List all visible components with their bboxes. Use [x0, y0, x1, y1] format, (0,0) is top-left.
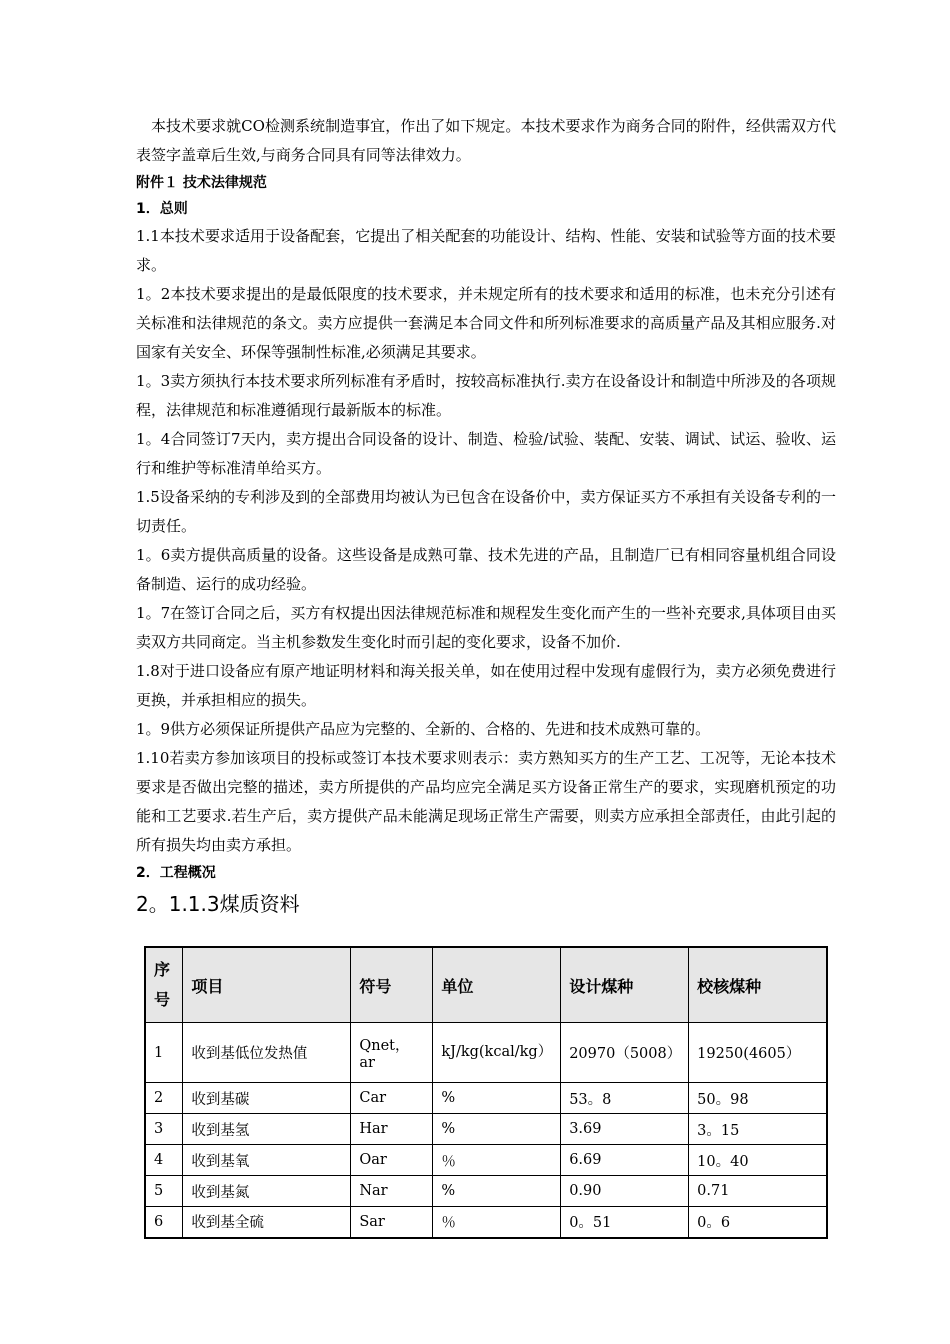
clause-1-8: 1.8对于进口设备应有原产地证明材料和海关报关单，如在使用过程中发现有虚假行为，卖方必须免费进行更换，并承担相应的损失。	[136, 662, 836, 709]
intro-paragraph: 本技术要求就CO检测系统制造事宜，作出了如下规定。本技术要求作为商务合同的附件，经供需双方代表签字盖章后生效,与商务合同具有同等法律效力。	[136, 117, 836, 164]
clause-1-5: 1.5设备采纳的专利涉及到的全部费用均被认为已包含在设备价中，卖方保证买方不承担有关设备专利的一切责任。	[136, 488, 836, 535]
cell-unit: ％	[433, 1145, 561, 1176]
cell-check: 3。15	[689, 1114, 827, 1145]
clause-1-7: 1。7在签订合同之后，买方有权提出因法律规范标准和规程发生变化而产生的一些补充要求,具体项目由买卖双方共同商定。当主机参数发生变化时而引起的变化要求，设备不加价.	[136, 604, 836, 651]
clause-1-6: 1。6卖方提供高质量的设备。这些设备是成熟可靠、技术先进的产品，且制造厂已有相同容量机组合同设备制造、运行的成功经验。	[136, 546, 836, 593]
cell-item: 收到基碳	[183, 1083, 351, 1114]
table-header-row	[145, 947, 827, 1023]
cell-design: 6.69	[561, 1145, 689, 1176]
coal-quality-table	[144, 946, 828, 1239]
cell-unit: %	[433, 1176, 561, 1207]
header-check-coal: 校核煤种	[689, 947, 827, 1023]
clause-1-9: 1。9供方必须保证所提供产品应为完整的、全新的、合格的、先进和技术成熟可靠的。	[136, 720, 711, 738]
cell-check: 10。40	[689, 1145, 827, 1176]
cell-item: 收到基氢	[183, 1114, 351, 1145]
cell-design: 3.69	[561, 1114, 689, 1145]
cell-item: 收到基氮	[183, 1176, 351, 1207]
header-unit: 单位	[433, 947, 561, 1023]
section-1-title: 1．总则	[136, 201, 188, 217]
cell-design: 20970（5008）	[561, 1023, 689, 1083]
clause-1-4: 1。4合同签订7天内，卖方提出合同设备的设计、制造、检验/试验、装配、安装、调试、试运、验收、运行和维护等标准清单给买方。	[136, 430, 836, 477]
table-row	[145, 1145, 827, 1176]
cell-check: 50。98	[689, 1083, 827, 1114]
cell-item: 收到基全硫	[183, 1207, 351, 1238]
header-item: 项目	[183, 947, 351, 1023]
table-row	[145, 1114, 827, 1145]
clause-1-10: 1.10若卖方参加该项目的投标或签订本技术要求则表示：卖方熟知买方的生产工艺、工况等，无论本技术要求是否做出完整的描述，卖方所提供的产品均应完全满足买方设备正常生产的要求，实现磨机预定的功能和工艺要求.若生产后，卖方提供产品未能满足现场正常生产需要，则卖方应承担全部责任，由此引起的所有损失均由卖方承担。	[136, 749, 836, 854]
cell-unit: ％	[433, 1207, 561, 1238]
cell-design: 0.90	[561, 1176, 689, 1207]
header-seq: 序号	[145, 947, 183, 1023]
header-symbol: 符号	[351, 947, 433, 1023]
header-design-coal: 设计煤种	[561, 947, 689, 1023]
cell-seq: 4	[145, 1145, 183, 1176]
clause-1-1: 1.1本技术要求适用于设备配套，它提出了相关配套的功能设计、结构、性能、安装和试验等方面的技术要求。	[136, 227, 836, 274]
cell-symbol: Sar	[351, 1207, 433, 1238]
cell-unit: %	[433, 1114, 561, 1145]
table-row	[145, 1176, 827, 1207]
cell-design: 0。51	[561, 1207, 689, 1238]
cell-symbol: Nar	[351, 1176, 433, 1207]
cell-symbol: Har	[351, 1114, 433, 1145]
cell-check: 0.71	[689, 1176, 827, 1207]
cell-seq: 6	[145, 1207, 183, 1238]
cell-seq: 5	[145, 1176, 183, 1207]
cell-seq: 3	[145, 1114, 183, 1145]
cell-check: 0。6	[689, 1207, 827, 1238]
cell-symbol: Car	[351, 1083, 433, 1114]
cell-unit: %	[433, 1083, 561, 1114]
table-row	[145, 1207, 827, 1238]
document-body	[136, 112, 836, 924]
table-row	[145, 1023, 827, 1083]
clause-1-2: 1。2本技术要求提出的是最低限度的技术要求，并未规定所有的技术要求和适用的标准，也未充分引述有关标准和法律规范的条文。卖方应提供一套满足本合同文件和所列标准要求的高质量产品及其相应服务.对国家有关安全、环保等强制性标准,必须满足其要求。	[136, 285, 836, 361]
cell-symbol: Oar	[351, 1145, 433, 1176]
cell-item: 收到基低位发热值	[183, 1023, 351, 1083]
cell-unit: kJ/kg(kcal/kg）	[433, 1023, 561, 1083]
cell-seq: 2	[145, 1083, 183, 1114]
cell-check: 19250(4605）	[689, 1023, 827, 1083]
clause-1-3: 1。3卖方须执行本技术要求所列标准有矛盾时，按较高标准执行.卖方在设备设计和制造中所涉及的各项规程，法律规范和标准遵循现行最新版本的标准。	[136, 372, 836, 419]
annex-title: 附件１ 技术法律规范	[136, 175, 267, 191]
coal-quality-title: 2。1.1.3煤质资料	[136, 892, 300, 916]
cell-design: 53。8	[561, 1083, 689, 1114]
cell-symbol: Qnet，ar	[351, 1023, 433, 1083]
cell-item: 收到基氧	[183, 1145, 351, 1176]
section-2-title: 2．工程概况	[136, 865, 216, 881]
table-row	[145, 1083, 827, 1114]
cell-seq: 1	[145, 1023, 183, 1083]
